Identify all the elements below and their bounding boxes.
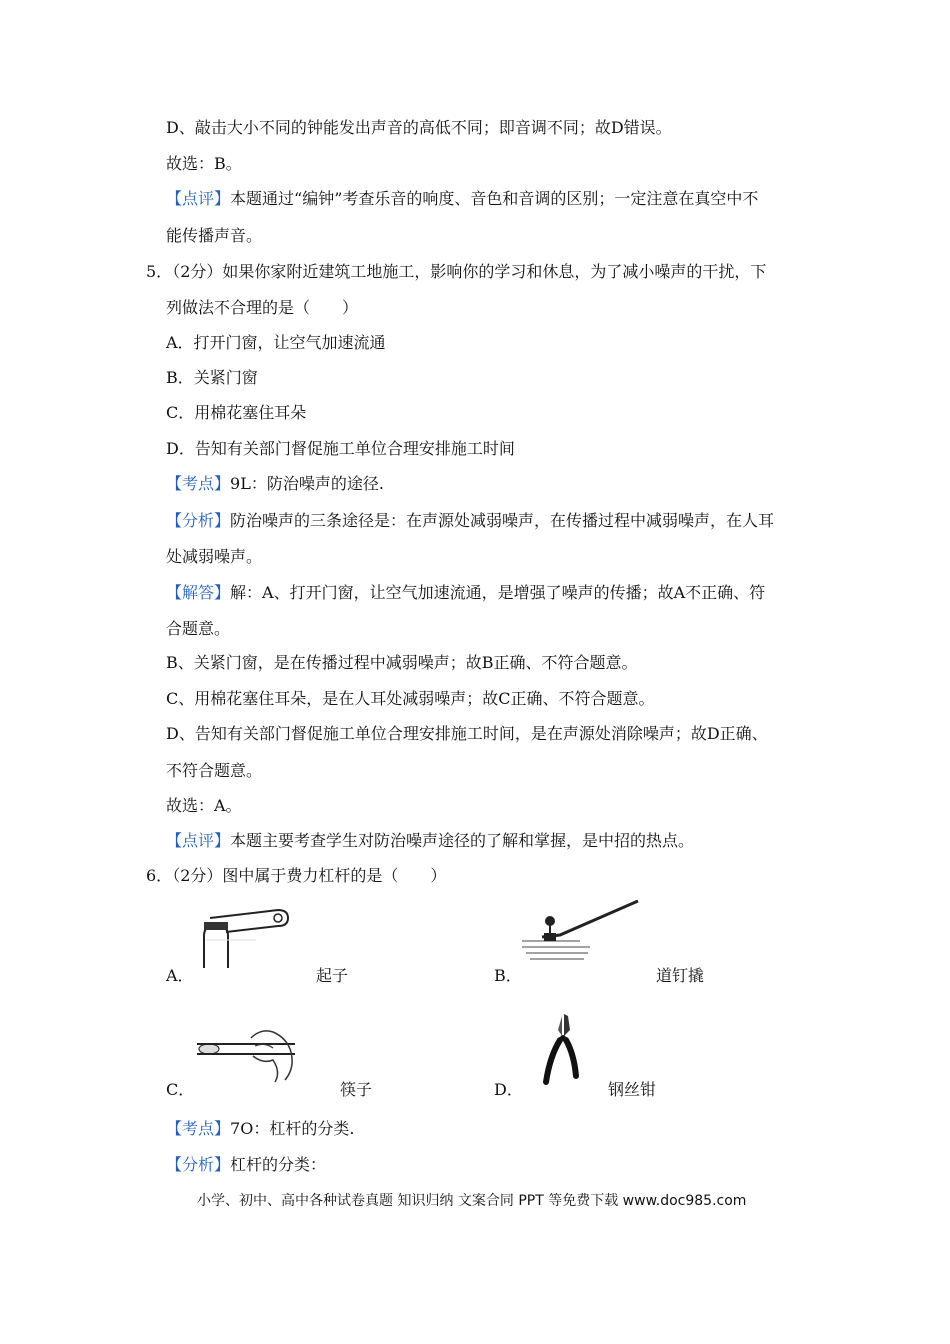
option-b: B．关紧门窗 — [166, 368, 258, 387]
keypoint-text: 7O：杠杆的分类. — [230, 1119, 355, 1138]
option-a-label: A． — [166, 966, 194, 985]
chopsticks-image — [195, 1024, 305, 1084]
text-line: 不符合题意。 — [166, 761, 263, 780]
comment-text: 本题主要考查学生对防治噪声途径的了解和掌握，是中招的热点。 — [230, 831, 695, 850]
answer-text: 解：A、打开门窗，让空气加速流通，是增强了噪声的传播；故A不正确、符 — [230, 583, 766, 602]
text-line: D、告知有关部门督促施工单位合理安排施工时间，是在声源处消除噪声；故D正确、 — [166, 724, 768, 743]
keypoint-line — [166, 474, 384, 494]
question-5 — [146, 262, 766, 282]
question-number: 6． — [146, 866, 173, 885]
option-a-name: 起子 — [316, 966, 349, 985]
question-number: 5． — [146, 262, 173, 281]
analysis-line — [166, 511, 774, 531]
option-c: C．用棉花塞住耳朵 — [166, 403, 307, 422]
analysis-tag: 【分析】 — [166, 511, 231, 530]
question-text-cont: 列做法不合理的是（ ） — [166, 298, 359, 317]
crowbar-image — [520, 897, 644, 969]
text-line: B、关紧门窗，是在传播过程中减弱噪声；故B正确、不符合题意。 — [166, 653, 638, 672]
option-b-name: 道钉撬 — [656, 966, 705, 985]
option-d: D．告知有关部门督促施工单位合理安排施工时间 — [166, 439, 515, 458]
comment-line — [166, 189, 758, 209]
option-d-label: D． — [494, 1080, 523, 1099]
answer-line — [166, 583, 765, 603]
option-a: A．打开门窗，让空气加速流通 — [166, 333, 386, 352]
page-footer: 小学、初中、高中各种试卷真题 知识归纳 文案合同 PPT 等免费下载 www.doc985.com — [197, 1193, 747, 1209]
text-line: 能传播声音。 — [166, 226, 263, 245]
text-line: C、用棉花塞住耳朵，是在人耳处减弱噪声；故C正确、不符合题意。 — [166, 689, 655, 708]
comment-text: 本题通过“编钟”考查乐音的响度、音色和音调的区别；一定注意在真空中不 — [230, 189, 759, 208]
question-6 — [146, 866, 446, 886]
option-b-label: B． — [494, 966, 522, 985]
analysis-tag: 【分析】 — [166, 1155, 231, 1174]
analysis-line — [166, 1155, 326, 1175]
text-line: 合题意。 — [166, 619, 231, 638]
text-line: 故选：B。 — [166, 154, 242, 173]
comment-tag: 【点评】 — [166, 189, 231, 208]
question-text: （2分）如果你家附近建筑工地施工，影响你的学习和休息，为了减小噪声的干扰，下 — [172, 262, 767, 281]
option-d-name: 钢丝钳 — [608, 1080, 657, 1099]
keypoint-tag: 【考点】 — [166, 1119, 231, 1138]
text-line: 处减弱噪声。 — [166, 547, 263, 566]
pliers-image — [536, 1012, 586, 1086]
analysis-text: 杠杆的分类： — [230, 1155, 327, 1174]
option-c-name: 筷子 — [340, 1080, 373, 1099]
text-line: 故选：A。 — [166, 796, 242, 815]
question-text: （2分）图中属于费力杠杆的是（ ） — [172, 866, 447, 885]
keypoint-line — [166, 1119, 354, 1139]
option-c-label: C． — [166, 1080, 195, 1099]
analysis-text: 防治噪声的三条途径是：在声源处减弱噪声，在传播过程中减弱噪声，在人耳 — [230, 511, 775, 530]
comment-line — [166, 831, 694, 851]
keypoint-tag: 【考点】 — [166, 474, 231, 493]
bottle-opener-image — [196, 900, 292, 970]
answer-tag: 【解答】 — [166, 583, 231, 602]
keypoint-text: 9L：防治噪声的途径. — [230, 474, 384, 493]
comment-tag: 【点评】 — [166, 831, 231, 850]
text-line: D、敲击大小不同的钟能发出声音的高低不同；即音调不同；故D错误。 — [166, 118, 672, 137]
